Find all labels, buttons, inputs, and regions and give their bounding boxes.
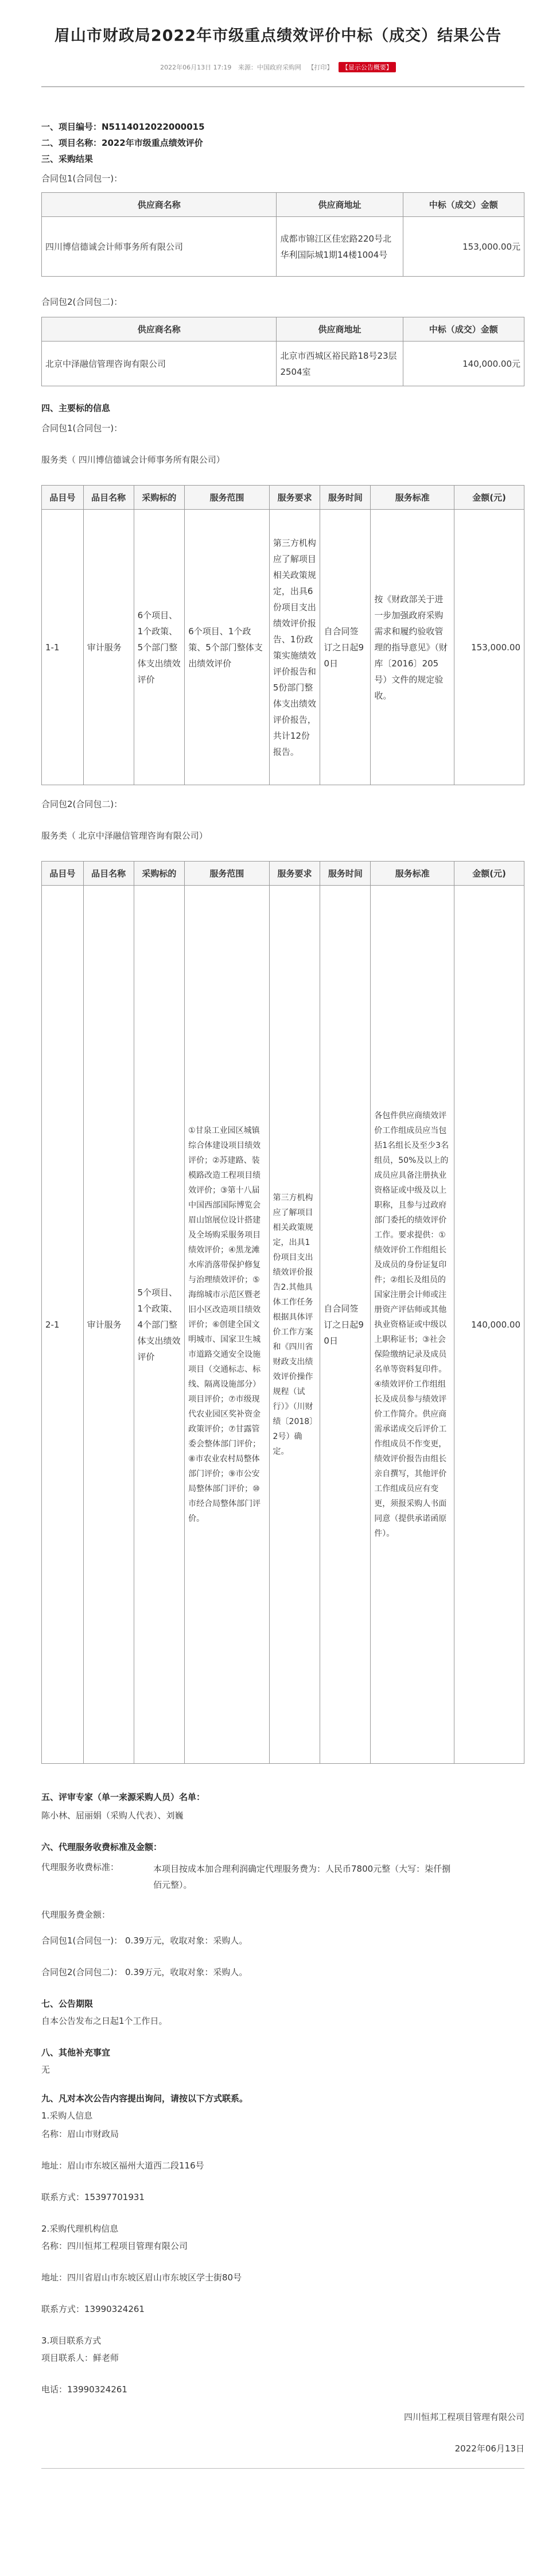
supplier-address: 成都市锦江区佳宏路220号北华利国际城1期14楼1004号 — [277, 217, 403, 277]
col-service-time: 服务时间 — [320, 862, 371, 886]
item-name: 审计服务 — [83, 886, 134, 1764]
col-item-no: 品目号 — [42, 862, 84, 886]
section-experts: 五、评审专家（单一来源采购人员）名单： — [41, 1792, 205, 1802]
col-bid-amount: 中标（成交）金额 — [403, 193, 524, 217]
source-link[interactable]: 中国政府采购网 — [256, 64, 301, 71]
col-supplier-name: 供应商名称 — [42, 317, 277, 342]
col-service-time: 服务时间 — [320, 486, 371, 510]
agency-name: 名称：四川恒邦工程项目管理有限公司 — [41, 2241, 188, 2251]
meta-line — [0, 62, 556, 72]
signature-date: 2022年06月13日 — [454, 2443, 524, 2454]
col-service-req: 服务要求 — [269, 862, 320, 886]
bid-amount: 153,000.00元 — [403, 217, 524, 277]
s4-pkg1-label: 合同包1(合同包一)： — [41, 423, 123, 433]
buyer-phone: 联系方式：15397701931 — [41, 2192, 145, 2202]
col-service-std: 服务标准 — [371, 486, 454, 510]
section-project-name: 二、项目名称：2022年市级重点绩效评价 — [41, 138, 203, 148]
agency-address: 地址：四川省眉山市东坡区眉山市东坡区学士街80号 — [41, 2272, 242, 2283]
col-service-req: 服务要求 — [269, 486, 320, 510]
service-requirement: 第三方机构应了解项目相关政策规定，出具1份项目支出绩效评价报告2.其他具体工作任务根据具体评价工作方案和《四川省财政支出绩效评价操作规程（试行）》（川财绩〔2018〕2号）确定。 — [269, 886, 320, 1764]
section-supplement: 八、其他补充事宜 — [41, 2047, 111, 2058]
col-amount: 金额(元) — [454, 486, 524, 510]
notice-period-text: 自本公告发布之日起1个工作日。 — [41, 2016, 168, 2026]
col-purchase-target: 采购标的 — [134, 862, 185, 886]
col-purchase-target: 采购标的 — [134, 486, 185, 510]
buyer-address: 地址：眉山市东坡区福州大道西二段116号 — [41, 2160, 204, 2171]
col-service-std: 服务标准 — [371, 862, 454, 886]
purchase-target: 5个项目、1个政策、4个部门整体支出绩效评价 — [134, 886, 185, 1764]
service-standard: 各包件供应商绩效评价工作组成员应当包括1名组长及至少3名组员，50%及以上的成员应具备注册执业资格证或中级及以上职称，且参与过政府部门委托的绩效评价工作。要求提供：①绩效评价工作组组长及成员的身份证复印件；②组长及组员的国家注册会计师或注册资产评估师或其他执业资格证或中级以上职称证书；③社会保险缴纳记录及成员名单等资料复印件。④绩效评价工作组组长及成员参与绩效评价工作简介。供应商需承诺成交后评价工作组成员不作变更，绩效评价报告由组长亲自撰写，其他评价工作组成员应有变更，须报采购人书面同意（提供承诺函原件）。 — [371, 886, 454, 1764]
result-table-1 — [41, 192, 524, 277]
s4-service2-label: 服务类（ 北京中泽融信管理咨询有限公司） — [41, 831, 208, 841]
supplier-address: 北京市西城区裕民路18号23层2504室 — [277, 342, 403, 386]
supplier-name: 北京中泽融信管理咨询有限公司 — [42, 342, 277, 386]
signature-org: 四川恒邦工程项目管理有限公司 — [403, 2412, 524, 2422]
show-summary-button[interactable]: 【显示公告概要】 — [339, 62, 396, 72]
header-divider — [41, 86, 524, 87]
agency-info-title: 2.采购代理机构信息 — [41, 2224, 119, 2234]
supplement-text: 无 — [41, 2065, 50, 2075]
item-no: 2-1 — [42, 886, 84, 1764]
expert-names: 陈小林、屈丽娟（采购人代表）、刘巍 — [41, 1810, 184, 1821]
s4-pkg2-label: 合同包2(合同包二)： — [41, 799, 123, 809]
print-link[interactable]: 【打印】 — [308, 64, 333, 71]
s4-service1-label: 服务类（ 四川博信德诚会计师事务所有限公司） — [41, 455, 225, 465]
service-time: 自合同签订之日起90日 — [320, 886, 371, 1764]
amount: 140,000.00 — [454, 886, 524, 1764]
fee-amount-label: 代理服务费金额： — [41, 1910, 111, 1920]
section-notice-period: 七、公告期限 — [41, 1999, 94, 2009]
page-title: 眉山市财政局2022年市级重点绩效评价中标（成交）结果公告 — [54, 27, 502, 45]
project-contact-phone: 电话：13990324261 — [41, 2384, 127, 2395]
col-service-scope: 服务范围 — [185, 862, 269, 886]
supplier-name: 四川博信德诚会计师事务所有限公司 — [42, 217, 277, 277]
item-no: 1-1 — [42, 510, 84, 785]
publish-date: 2022年06月13日 17:19 — [160, 64, 232, 71]
fee-pkg1: 合同包1(合同包一)： 0.39万元，收取对象：采购人。 — [41, 1935, 248, 1946]
col-amount: 金额(元) — [454, 862, 524, 886]
col-supplier-address: 供应商地址 — [277, 193, 403, 217]
section-main-items: 四、主要标的信息 — [41, 403, 111, 413]
buyer-info-title: 1.采购人信息 — [41, 2111, 93, 2121]
service-scope: ①甘泉工业园区城镇综合体建设项目绩效评价；②苏建路、装模路改造工程项目绩效评价；③第十八届中国西部国际博览会眉山馆展位设计搭建及全场购采服务项目绩效评价；④黑龙滩水库消落带保护修复与治理绩效评价；⑤海绵城市示范区暨老旧小区改造项目绩效评价；⑥创建全国文明城市、国家卫生城市道路交通安全设施项目（交通标志、标线、隔离设施部分）项目评价；⑦市级现代农业园区奖补资金政策评价；⑦甘露管委会整体部门评价；⑧市农业农村局整体部门评价；⑨市公安局整体部门评价；⑩市经合局整体部门评价。 — [185, 886, 269, 1764]
bid-amount: 140,000.00元 — [403, 342, 524, 386]
fee-standard-text: 本项目按成本加合理利润确定代理服务费为：人民币7800元整（大写：柒仟捌佰元整）。 — [153, 1864, 451, 1890]
purchase-target: 6个项目、1个政策、5个部门整体支出绩效评价 — [134, 510, 185, 785]
fee-standard-label: 代理服务收费标准： — [41, 1862, 119, 1872]
pkg1-label: 合同包1(合同包一)： — [41, 173, 123, 184]
amount: 153,000.00 — [454, 510, 524, 785]
section-project-number: 一、项目编号：N5114012022000015 — [41, 122, 205, 132]
col-bid-amount: 中标（成交）金额 — [403, 317, 524, 342]
fee-pkg2: 合同包2(合同包二)： 0.39万元，收取对象：采购人。 — [41, 1967, 248, 1977]
col-item-name: 品目名称 — [83, 486, 134, 510]
bottom-divider — [41, 2468, 524, 2469]
pkg2-label: 合同包2(合同包二)： — [41, 297, 123, 307]
detail-table-1 — [41, 485, 524, 785]
service-time: 自合同签订之日起90日 — [320, 510, 371, 785]
service-standard: 按《财政部关于进一步加强政府采购需求和履约验收管理的指导意见》（财库〔2016〕205号）文件的规定验收。 — [371, 510, 454, 785]
col-item-no: 品目号 — [42, 486, 84, 510]
section-contact: 九、凡对本次公告内容提出询问，请按以下方式联系。 — [41, 2093, 248, 2104]
col-service-scope: 服务范围 — [185, 486, 270, 510]
col-supplier-name: 供应商名称 — [42, 193, 277, 217]
col-supplier-address: 供应商地址 — [277, 317, 403, 342]
item-name: 审计服务 — [83, 510, 134, 785]
service-scope: 6个项目、1个政策、5个部门整体支出绩效评价 — [185, 510, 270, 785]
agency-phone: 联系方式：13990324261 — [41, 2304, 145, 2314]
section-result-heading: 三、采购结果 — [41, 154, 94, 164]
service-requirement: 第三方机构应了解项目相关政策规定，出具6份项目支出绩效评价报告、1份政策实施绩效评价报告和5份部门整体支出绩效评价报告，共计12份报告。 — [269, 510, 320, 785]
buyer-name: 名称：眉山市财政局 — [41, 2129, 119, 2139]
result-table-2 — [41, 317, 524, 386]
project-contact-person: 项目联系人：鲜老师 — [41, 2353, 119, 2363]
source-label: 来源： — [238, 64, 257, 71]
detail-table-2 — [41, 861, 524, 1764]
col-item-name: 品目名称 — [83, 862, 134, 886]
section-agency-fee: 六、代理服务收费标准及金额： — [41, 1842, 162, 1852]
project-contact-title: 3.项目联系方式 — [41, 2336, 102, 2346]
